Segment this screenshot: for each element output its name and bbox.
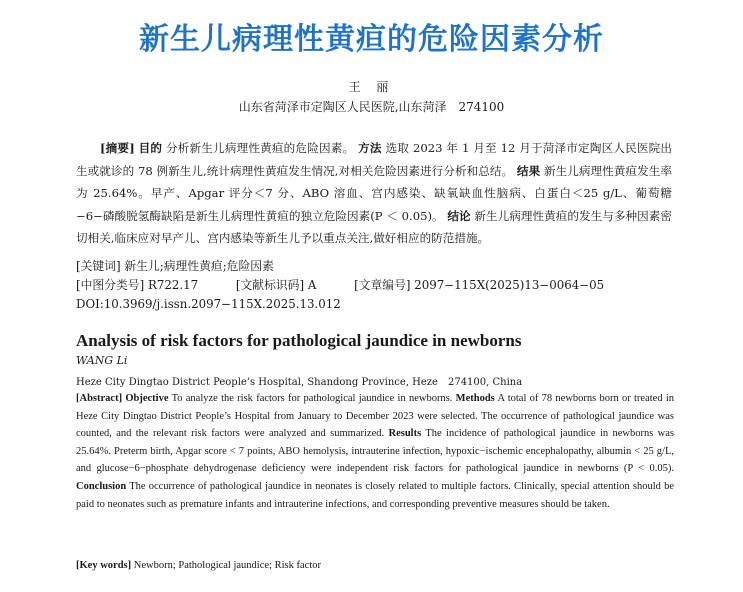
objective-en-label: Objective: [125, 393, 169, 404]
abstract-en-label: [Abstract]: [76, 393, 123, 404]
objective-en-text: To analyze the risk factors for pathological jaundice in newborns.: [171, 393, 453, 404]
methods-text: 选取 2023 年 1 月至 12 月于菏泽市定陶区人民医院出生或就诊的 78 例新生儿,统计病理性黄疸发生情况,对相关危险因素进行分析和总结。: [76, 141, 673, 178]
classification-value: R722.17: [147, 278, 199, 292]
conclusion-en-label: Conclusion: [76, 480, 127, 492]
methods-en-label: Methods: [455, 393, 495, 404]
abstract-label: [摘要]: [100, 141, 135, 155]
objective-text: 分析新生儿病理性黄疸的危险因素。: [165, 141, 355, 155]
abstract-en: [76, 390, 674, 513]
keywords-en-label: [Key words]: [76, 560, 132, 571]
english-title: Analysis of risk factors for pathological jaundice in newborns: [76, 331, 522, 350]
author-name: 王 丽: [348, 80, 395, 94]
keywords-label: [关键词]: [76, 259, 121, 273]
english-affiliation: Heze City Dingtao District People’s Hospital, Shandong Province, Heze 274100, China: [76, 377, 523, 388]
paper-title: 新生儿病理性黄疸的危险因素分析: [139, 22, 604, 57]
author-affiliation: 山东省菏泽市定陶区人民医院,山东菏泽 274100: [238, 100, 505, 114]
classification-label: [中图分类号]: [76, 278, 145, 292]
conclusion-label: 结论: [447, 208, 471, 223]
classification-row: [76, 275, 604, 295]
doi: DOI:10.3969/j.issn.2097−115X.2025.13.012: [76, 297, 341, 311]
article-no-value: 2097−115X(2025)13−0064−05: [414, 278, 605, 292]
keywords-cn: [76, 256, 274, 276]
doc-code-value: A: [307, 278, 317, 292]
keywords-en-value: Newborn; Pathological jaundice; Risk factor: [133, 560, 321, 571]
english-author: WANG Li: [76, 354, 128, 367]
methods-label: 方法: [358, 141, 382, 155]
results-en-label: Results: [388, 428, 422, 440]
keywords-en: [76, 560, 321, 571]
article-no-label: [文章编号]: [354, 278, 411, 292]
results-text: 新生儿病理性黄疸发生率为 25.64%。早产、Apgar 评分＜7 分、ABO 溶血、宫内感染、缺氧缺血性脑病、白蛋白＜25 g/L、葡萄糖−6−磷酸脱氢酶缺陷是新生儿病理性黄疸的独立危险因素(P ＜ 0.05)。: [76, 163, 672, 223]
objective-label: 目的: [138, 141, 163, 155]
results-label: 结果: [516, 163, 541, 178]
abstract-cn: [76, 137, 672, 250]
methods-en-text: A total of 78 newborns born or treated in Heze City Dingtao District People’s Hospital from January to December 2023 were selected. The occurrence of pathological jaundice was counted, and the relevant risk factors were analyzed and summarized.: [76, 393, 675, 440]
keywords-value: 新生儿;病理性黄疸;危险因素: [124, 259, 274, 273]
conclusion-en-text: The occurrence of pathological jaundice in neonates is closely related to multiple factors. Clinically, special attention should be paid to neonates such as premature infants and intrauterine infections, and corresponding preventive measures should be taken.: [76, 480, 674, 510]
results-en-text: The incidence of pathological jaundice in newborns was 25.64%. Preterm birth, Apgar score < 7 points, ABO hemolysis, intrauterine infection, hypoxic−ischemic encephalopathy, albumin < 25 g/L, and glucose−6−phosphate dehydrogenase deficiency were independent risk factors for pathological jaundice in newborns (P < 0.05).: [76, 428, 675, 475]
conclusion-text: 新生儿病理性黄疸的发生与多种因素密切相关,临床应对早产儿、宫内感染等新生儿予以重点关注,做好相应的防范措施。: [76, 208, 673, 245]
doc-code-label: [文献标识码]: [235, 278, 305, 292]
